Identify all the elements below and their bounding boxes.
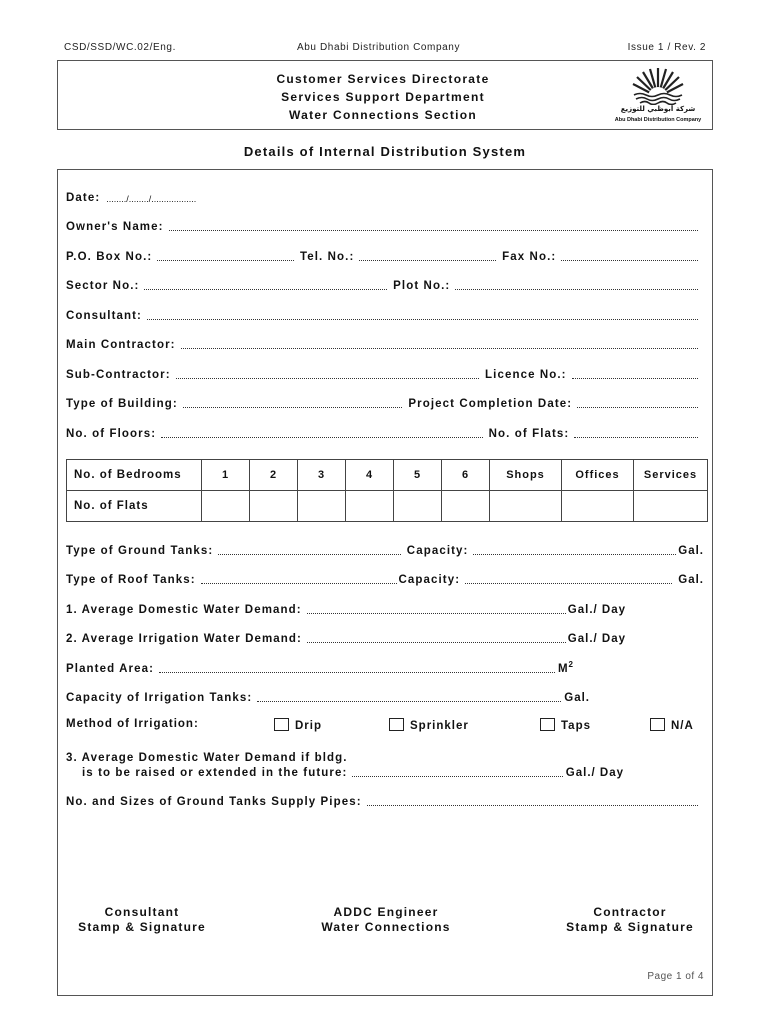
po-box-label: P.O. Box No.: — [66, 251, 153, 263]
header-titles — [208, 70, 558, 124]
bedrooms-label: No. of Bedrooms — [67, 460, 202, 491]
ground-capacity-label: Capacity: — [406, 545, 469, 557]
sprinkler-checkbox[interactable] — [389, 718, 404, 731]
department-title: Services Support Department — [281, 90, 485, 104]
licence-field[interactable] — [572, 369, 698, 379]
irrigation-demand-row — [66, 629, 626, 645]
drip-option[interactable]: Drip — [274, 718, 322, 732]
supply-pipes-row — [66, 792, 704, 808]
page-number: Page 1 of 4 — [647, 971, 704, 982]
bedrooms-header-row — [67, 460, 708, 491]
supply-pipes-field[interactable] — [367, 796, 698, 806]
location-row — [66, 276, 704, 292]
tel-label: Tel. No.: — [300, 251, 355, 263]
header-box — [57, 60, 713, 130]
roof-capacity-unit: Gal. — [678, 574, 704, 586]
ground-capacity-field[interactable] — [473, 545, 676, 555]
flats-cell[interactable] — [202, 491, 250, 522]
flats-cell[interactable] — [634, 491, 708, 522]
form-title: Details of Internal Distribution System — [243, 144, 527, 159]
irrigation-demand-field[interactable] — [307, 633, 566, 643]
flats-cell[interactable] — [442, 491, 490, 522]
column-header: 6 — [442, 460, 490, 491]
future-demand-label-2: is to be raised or extended in the future: — [82, 767, 348, 779]
completion-label: Project Completion Date: — [408, 398, 573, 410]
irrigation-method-label: Method of Irrigation: — [66, 718, 199, 730]
owner-row — [66, 217, 704, 233]
flats-cell[interactable] — [298, 491, 346, 522]
section-title: Water Connections Section — [288, 108, 478, 122]
future-demand-line1 — [66, 748, 704, 764]
bedrooms-table — [66, 459, 708, 522]
consultant-signature — [72, 905, 212, 935]
irrigation-tanks-row — [66, 688, 590, 704]
plot-label: Plot No.: — [393, 280, 451, 292]
sprinkler-option[interactable]: Sprinkler — [389, 718, 469, 732]
consultant-row — [66, 306, 704, 322]
company-name-top: Abu Dhabi Distribution Company — [297, 42, 461, 53]
sub-contractor-label: Sub-Contractor: — [66, 369, 171, 381]
completion-field[interactable] — [577, 398, 698, 408]
column-header: Offices — [562, 460, 634, 491]
roof-capacity-label: Capacity: — [398, 574, 461, 586]
logo-english-text: Abu Dhabi Distribution Company — [614, 117, 702, 123]
future-demand-label-1: 3. Average Domestic Water Demand if bldg. — [66, 752, 348, 764]
engineer-sig-subtitle: Water Connections — [321, 920, 451, 934]
consultant-label: Consultant: — [66, 310, 142, 322]
column-header: 4 — [346, 460, 394, 491]
po-box-field[interactable] — [157, 251, 294, 261]
planted-area-unit: $M^2$ — [557, 660, 574, 675]
plot-field[interactable] — [455, 280, 698, 290]
planted-area-row — [66, 659, 574, 675]
flats-field[interactable] — [574, 428, 698, 438]
contractor-sig-title: Contractor — [593, 905, 667, 919]
ground-tanks-row — [66, 541, 704, 557]
floors-field[interactable] — [161, 428, 482, 438]
floors-row — [66, 424, 704, 440]
flats-cell[interactable] — [394, 491, 442, 522]
main-contractor-field[interactable] — [181, 339, 698, 349]
supply-pipes-label: No. and Sizes of Ground Tanks Supply Pipes: — [66, 796, 362, 808]
building-row — [66, 394, 704, 410]
column-header: 1 — [202, 460, 250, 491]
na-option[interactable]: N/A — [650, 718, 694, 732]
ground-capacity-unit: Gal. — [678, 545, 704, 557]
domestic-demand-field[interactable] — [307, 604, 566, 614]
column-header: Services — [634, 460, 708, 491]
roof-capacity-field[interactable] — [465, 574, 672, 584]
roof-tanks-label: Type of Roof Tanks: — [66, 574, 196, 586]
date-label: Date: — [66, 192, 101, 204]
flats-count-row — [67, 491, 708, 522]
fax-field[interactable] — [561, 251, 698, 261]
form-box — [57, 169, 713, 996]
licence-label: Licence No.: — [485, 369, 567, 381]
logo-arabic-text: شركة أبوظبي للتوزيع — [620, 105, 696, 113]
ground-tanks-field[interactable] — [218, 545, 401, 555]
directorate-title: Customer Services Directorate — [276, 72, 490, 86]
consultant-sig-subtitle: Stamp & Signature — [78, 920, 206, 934]
contractor-signature — [556, 905, 704, 935]
building-type-field[interactable] — [183, 398, 403, 408]
issue-revision: Issue 1 / Rev. 2 — [627, 42, 706, 53]
domestic-demand-label: 1. Average Domestic Water Demand: — [66, 604, 302, 616]
owner-field[interactable] — [169, 221, 698, 231]
engineer-sig-title: ADDC Engineer — [333, 905, 439, 919]
ground-tanks-label: Type of Ground Tanks: — [66, 545, 214, 557]
owner-label: Owner's Name: — [66, 221, 164, 233]
future-demand-unit: Gal./ Day — [565, 767, 624, 779]
addc-logo — [612, 65, 704, 127]
irrigation-tanks-field[interactable] — [257, 692, 561, 702]
drip-checkbox[interactable] — [274, 718, 289, 731]
flats-cell[interactable] — [562, 491, 634, 522]
irrigation-method-row — [66, 718, 707, 734]
future-demand-field[interactable] — [352, 767, 562, 777]
planted-area-label: Planted Area: — [66, 663, 155, 675]
irrigation-demand-label: 2. Average Irrigation Water Demand: — [66, 633, 302, 645]
irrigation-tanks-unit: Gal. — [564, 692, 590, 704]
flats-cell[interactable] — [346, 491, 394, 522]
fax-label: Fax No.: — [502, 251, 557, 263]
planted-area-field[interactable] — [159, 663, 555, 673]
roof-tanks-row — [66, 570, 704, 586]
column-header: Shops — [490, 460, 562, 491]
column-header: 2 — [250, 460, 298, 491]
engineer-signature — [306, 905, 466, 935]
consultant-field[interactable] — [147, 310, 698, 320]
future-demand-row — [82, 763, 624, 779]
sub-contractor-row — [66, 365, 704, 381]
flats-cell[interactable] — [490, 491, 562, 522]
main-contractor-row — [66, 335, 704, 351]
na-checkbox[interactable] — [650, 718, 665, 731]
irrigation-tanks-label: Capacity of Irrigation Tanks: — [66, 692, 253, 704]
taps-checkbox[interactable] — [540, 718, 555, 731]
flats-cell[interactable] — [250, 491, 298, 522]
sunburst-logo-icon — [612, 65, 704, 105]
domestic-demand-unit: Gal./ Day — [567, 604, 626, 616]
roof-tanks-field[interactable] — [201, 574, 398, 584]
taps-option[interactable]: Taps — [540, 718, 591, 732]
contractor-sig-subtitle: Stamp & Signature — [566, 920, 694, 934]
sector-field[interactable] — [144, 280, 387, 290]
consultant-sig-title: Consultant — [104, 905, 180, 919]
flats-count-label: No. of Flats — [67, 491, 202, 522]
column-header: 5 — [394, 460, 442, 491]
contact-row — [66, 247, 704, 263]
domestic-demand-row — [66, 600, 626, 616]
building-type-label: Type of Building: — [66, 398, 178, 410]
floors-label: No. of Floors: — [66, 428, 157, 440]
column-header: 3 — [298, 460, 346, 491]
sub-contractor-field[interactable] — [176, 369, 479, 379]
tel-field[interactable] — [359, 251, 496, 261]
date-row — [66, 188, 704, 204]
irrigation-demand-unit: Gal./ Day — [567, 633, 626, 645]
main-contractor-label: Main Contractor: — [66, 339, 176, 351]
sector-label: Sector No.: — [66, 280, 140, 292]
date-field[interactable]: ......../......../.................. — [106, 194, 197, 204]
document-code: CSD/SSD/WC.02/Eng. — [64, 42, 176, 53]
flats-label: No. of Flats: — [488, 428, 570, 440]
